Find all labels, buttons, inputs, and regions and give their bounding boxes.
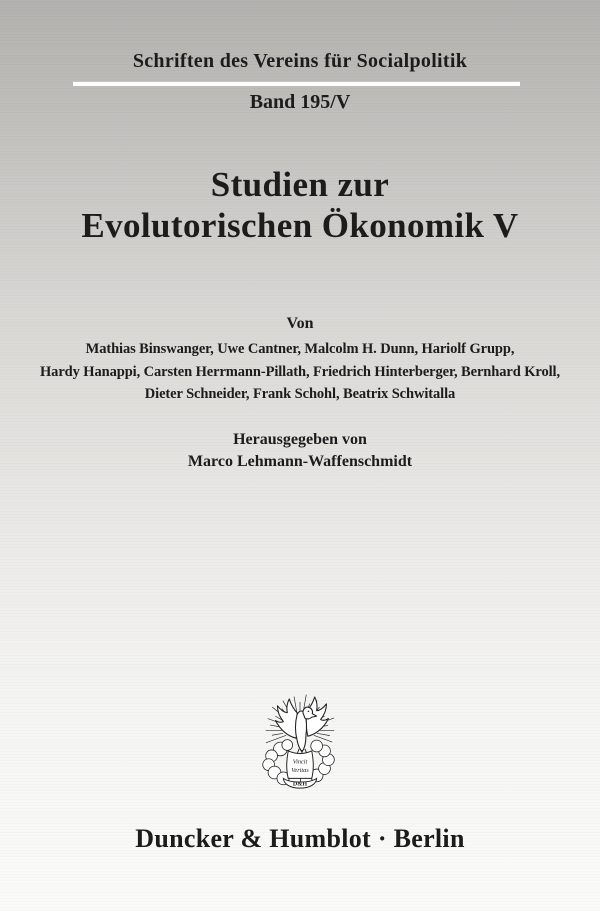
authors-line-1: Mathias Binswanger, Uwe Cantner, Malcolm H. Dunn, Hariolf Grupp, [85, 341, 515, 357]
motto-line-1: Vincit [292, 758, 308, 766]
series-title: Schriften des Vereins für Socialpolitik [132, 50, 468, 72]
duncker-humblot-eagle-emblem-icon [251, 694, 349, 800]
motto-line-2: Veritas [291, 766, 309, 774]
book-title-block [0, 164, 600, 246]
edited-by-label: Herausgegeben von [233, 431, 367, 448]
editor-block [0, 429, 600, 473]
book-title-line-2: Evolutorischen Ökonomik V [81, 206, 519, 245]
publisher-emblem [251, 694, 349, 800]
publisher-name: Duncker & Humblot · Berlin [135, 824, 465, 853]
publisher-initials: D&H [292, 781, 308, 788]
series-divider-line [73, 81, 520, 86]
authors-list [0, 338, 600, 406]
editor-name: Marco Lehmann-Waffenschmidt [187, 453, 413, 470]
authors-line-3: Dieter Schneider, Frank Schohl, Beatrix Schwitalla [144, 386, 456, 402]
authors-line-2: Hardy Hanappi, Carsten Herrmann-Pillath, Friedrich Hinterberger, Bernhard Kroll, [39, 363, 560, 380]
motto-banner [287, 751, 313, 778]
book-title-line-1: Studien zur [210, 165, 390, 204]
band-number: Band 195/V [249, 91, 351, 113]
byline-label: Von [286, 315, 314, 332]
